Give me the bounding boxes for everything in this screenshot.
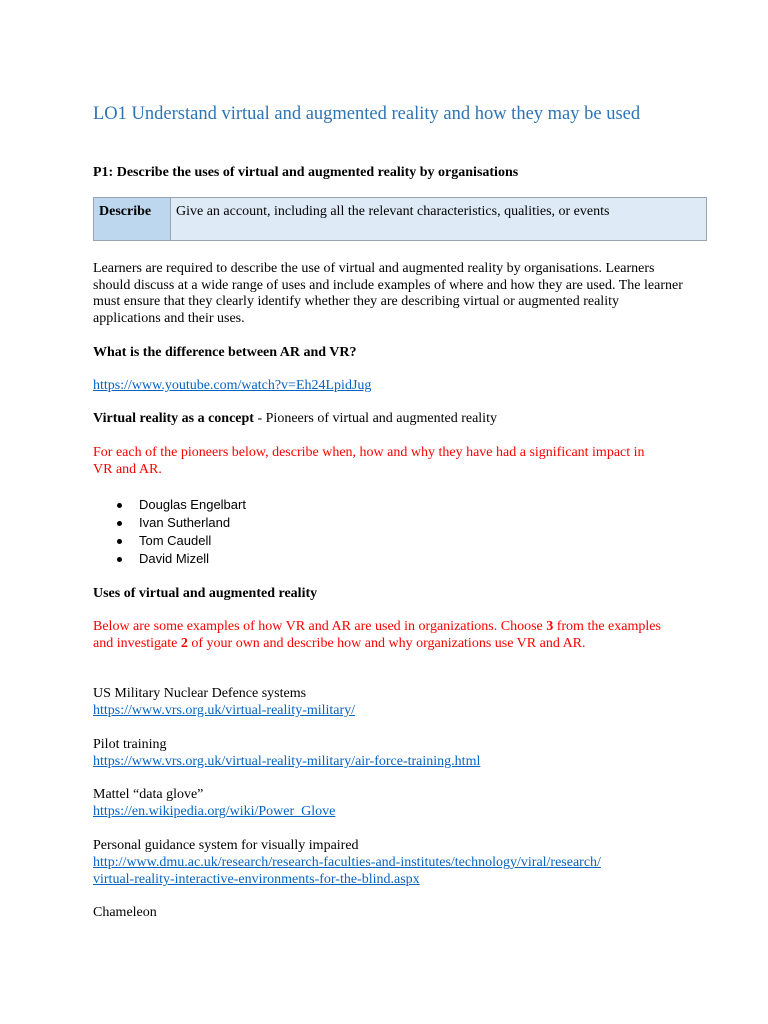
example-title: US Military Nuclear Defence systems <box>93 686 307 701</box>
concept-line <box>93 410 497 427</box>
p1-title: P1: Describe the uses of virtual and augmented reality by organisations <box>93 165 519 180</box>
example-title: Pilot training <box>93 737 167 752</box>
example-title: Personal guidance system for visually impaired <box>93 838 359 853</box>
bullet-icon <box>117 539 122 544</box>
example-link[interactable]: https://www.vrs.org.uk/virtual-reality-military/air-force-training.html <box>93 754 481 769</box>
example-link-line <box>93 803 335 820</box>
bullet-icon <box>117 521 122 526</box>
example-title: Mattel “data glove” <box>93 787 204 802</box>
page-title: LO1 Understand virtual and augmented reality and how they may be used <box>93 104 641 124</box>
definition-text: Give an account, including all the relevant characteristics, qualities, or events <box>171 198 707 241</box>
example-link-line <box>93 753 480 770</box>
example-link-line <box>93 854 601 871</box>
example-link-continued[interactable]: virtual-reality-interactive-environments-for-the-blind.aspx <box>93 872 420 887</box>
example-link-line <box>93 702 355 719</box>
list-item: Douglas Engelbart <box>93 496 246 514</box>
list-item: Ivan Sutherland <box>93 514 246 532</box>
youtube-link[interactable]: https://www.youtube.com/watch?v=Eh24LpidJug <box>93 378 372 393</box>
bullet-icon <box>117 503 122 508</box>
ar-vr-question: What is the difference between AR and VR? <box>93 345 357 360</box>
example-link[interactable]: https://www.vrs.org.uk/virtual-reality-military/ <box>93 703 356 718</box>
uses-instruction: Below are some examples of how VR and AR are used in organizations. Choose 3 from the examples and investigate 2 of your own and describe how and why organizations use VR and AR. <box>93 619 661 651</box>
example-link[interactable]: https://en.wikipedia.org/wiki/Power_Glove <box>93 804 336 819</box>
pioneers-list <box>93 496 246 568</box>
intro-paragraph: Learners are required to describe the use of virtual and augmented reality by organisations. Learners should discuss at a wide range of uses and include examples of where and how they are used. The learner must ensure that they clearly identify whether they are describing virtual or augmented reality applications and their uses. <box>93 261 683 326</box>
definition-table <box>93 197 707 241</box>
list-item: Tom Caudell <box>93 532 246 550</box>
definition-term: Describe <box>94 198 171 241</box>
concept-bold: Virtual reality as a concept <box>93 411 254 426</box>
youtube-link-line <box>93 377 371 394</box>
example-link[interactable]: http://www.dmu.ac.uk/research/research-faculties-and-institutes/technology/viral/research/ <box>93 855 601 870</box>
uses-heading: Uses of virtual and augmented reality <box>93 586 318 601</box>
pioneers-instruction: For each of the pioneers below, describe when, how and why they have had a significant impact in VR and AR. <box>93 445 645 477</box>
bullet-icon <box>117 557 122 562</box>
last-item: Chameleon <box>93 905 157 920</box>
example-link-line <box>93 871 420 888</box>
concept-rest: - Pioneers of virtual and augmented reality <box>253 411 497 426</box>
list-item: David Mizell <box>93 550 246 568</box>
